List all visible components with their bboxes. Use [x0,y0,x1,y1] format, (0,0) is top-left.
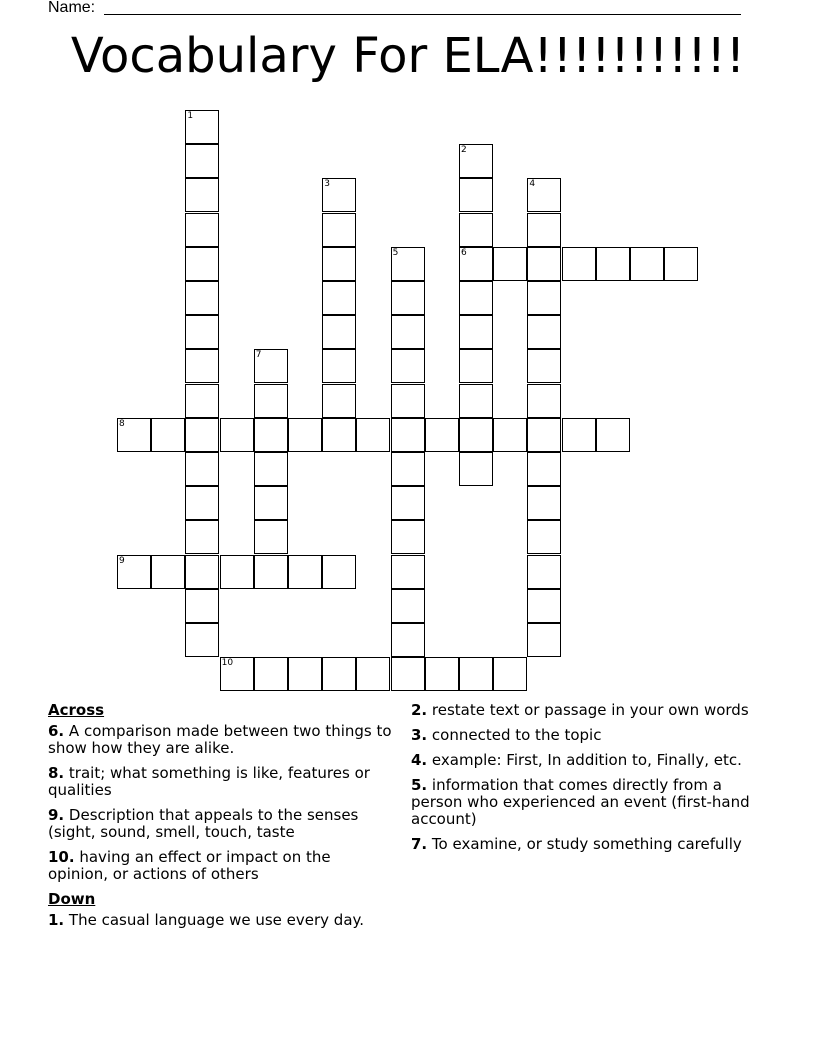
grid-cell[interactable] [630,247,664,281]
grid-cell[interactable] [527,486,561,520]
clue-down-4: 4. example: First, In addition to, Finally, etc. [411,751,742,769]
grid-cell[interactable] [527,349,561,383]
grid-cell[interactable] [391,589,425,623]
grid-cell[interactable] [322,555,356,589]
grid-cell[interactable] [185,281,219,315]
grid-cell[interactable] [391,418,425,452]
clue-number-2: 2 [461,145,467,156]
grid-cell[interactable] [254,555,288,589]
grid-cell[interactable] [459,315,493,349]
grid-cell[interactable] [391,315,425,349]
grid-cell[interactable] [527,281,561,315]
grid-cell[interactable] [322,349,356,383]
grid-cell[interactable] [254,418,288,452]
grid-cell[interactable] [391,555,425,589]
grid-cell[interactable] [254,486,288,520]
grid-cell[interactable] [288,555,322,589]
grid-cell[interactable] [185,486,219,520]
grid-cell[interactable] [459,349,493,383]
grid-cell[interactable] [391,281,425,315]
clue-number-3: 3 [324,179,330,190]
clue-across-6: 6. A comparison made between two things to show how they are alike. [48,722,392,757]
grid-cell[interactable] [664,247,698,281]
grid-cell[interactable] [254,452,288,486]
clue-number-9: 9 [119,555,125,566]
clue-down-2: 2. restate text or passage in your own words [411,701,749,719]
grid-cell[interactable] [185,144,219,178]
grid-cell[interactable] [185,555,219,589]
grid-cell[interactable] [185,110,219,144]
grid-cell[interactable] [459,452,493,486]
clue-number-1: 1 [187,111,194,121]
clue-across-8: 8. trait; what something is like, features or qualities [48,764,370,799]
grid-cell[interactable] [527,384,561,418]
grid-cell[interactable] [220,657,254,691]
grid-cell[interactable] [185,247,219,281]
grid-cell[interactable] [596,247,630,281]
grid-cell[interactable] [562,247,596,281]
grid-cell[interactable] [185,452,219,486]
grid-cell[interactable] [220,418,254,452]
clue-number-8: 8 [119,418,125,429]
clues-left-column [48,702,393,937]
grid-cell[interactable] [391,623,425,657]
grid-cell[interactable] [391,349,425,383]
grid-cell[interactable] [254,657,288,691]
grid-cell[interactable] [527,520,561,554]
grid-cell[interactable] [527,315,561,349]
grid-cell[interactable] [527,452,561,486]
page-title: Vocabulary For ELA!!!!!!!!!!! [70,28,746,84]
clue-down-5: 5. information that comes directly from a person who experienced an event (first-hand account) [411,776,750,828]
clue-number-5: 5 [392,247,399,258]
grid-cell[interactable] [527,418,561,452]
clue-number-6: 6 [461,247,467,258]
grid-cell[interactable] [254,520,288,554]
grid-cell[interactable] [459,418,493,452]
clue-down-1: 1. The casual language we use every day. [48,911,365,929]
grid-cell[interactable] [322,418,356,452]
grid-cell[interactable] [493,657,527,691]
grid-cell[interactable] [459,657,493,691]
grid-cell[interactable] [493,418,527,452]
clue-number-4: 4 [529,179,536,190]
down-heading: Down [48,890,96,908]
clue-down-7: 7. To examine, or study something carefully [411,835,742,853]
grid-cell[interactable] [185,315,219,349]
grid-cell[interactable] [459,144,493,178]
grid-cell[interactable] [459,247,493,281]
clue-across-10: 10. having an effect or impact on the opinion, or actions of others [48,848,331,883]
grid-cell[interactable] [185,213,219,247]
grid-cell[interactable] [185,349,219,383]
grid-cell[interactable] [117,418,151,452]
grid-cell[interactable] [391,452,425,486]
grid-cell[interactable] [322,315,356,349]
grid-cell[interactable] [288,418,322,452]
name-label: Name: [48,0,96,16]
grid-cell[interactable] [562,418,596,452]
grid-cell[interactable] [527,555,561,589]
grid-cell[interactable] [288,657,322,691]
grid-cell[interactable] [185,418,219,452]
grid-cell[interactable] [322,213,356,247]
grid-cell[interactable] [322,657,356,691]
grid-cell[interactable] [391,520,425,554]
grid-cell[interactable] [151,555,185,589]
grid-cell[interactable] [356,418,390,452]
grid-cell[interactable] [322,384,356,418]
grid-cell[interactable] [322,281,356,315]
grid-cell[interactable] [185,384,219,418]
grid-cell[interactable] [459,384,493,418]
clue-down-3: 3. connected to the topic [411,726,602,744]
grid-cell[interactable] [391,486,425,520]
grid-cell[interactable] [254,349,288,383]
grid-cell[interactable] [185,178,219,212]
grid-cell[interactable] [185,623,219,657]
grid-cell[interactable] [322,247,356,281]
grid-cell[interactable] [596,418,630,452]
grid-cell[interactable] [459,281,493,315]
grid-cell[interactable] [527,247,561,281]
grid-cell[interactable] [527,623,561,657]
grid-cell[interactable] [493,247,527,281]
grid-cell[interactable] [527,178,561,212]
clue-number-7: 7 [255,350,262,361]
grid-cell[interactable] [425,418,459,452]
grid-cell[interactable] [425,657,459,691]
clue-across-9: 9. Description that appeals to the senses (sight, sound, smell, touch, taste [48,806,359,841]
grid-cell[interactable] [391,657,425,691]
grid-cell[interactable] [356,657,390,691]
grid-cell[interactable] [151,418,185,452]
grid-cell[interactable] [527,213,561,247]
across-heading: Across [48,701,105,719]
grid-cell[interactable] [459,178,493,212]
grid-cell[interactable] [220,555,254,589]
grid-cell[interactable] [185,520,219,554]
grid-cell[interactable] [459,213,493,247]
grid-cell[interactable] [391,247,425,281]
grid-cell[interactable] [322,178,356,212]
grid-cell[interactable] [391,384,425,418]
grid-cell[interactable] [254,384,288,418]
grid-cell[interactable] [527,589,561,623]
grid-cell[interactable] [185,589,219,623]
grid-cell[interactable] [117,555,151,589]
clue-number-10: 10 [221,658,234,669]
clues-right-column [411,702,756,861]
